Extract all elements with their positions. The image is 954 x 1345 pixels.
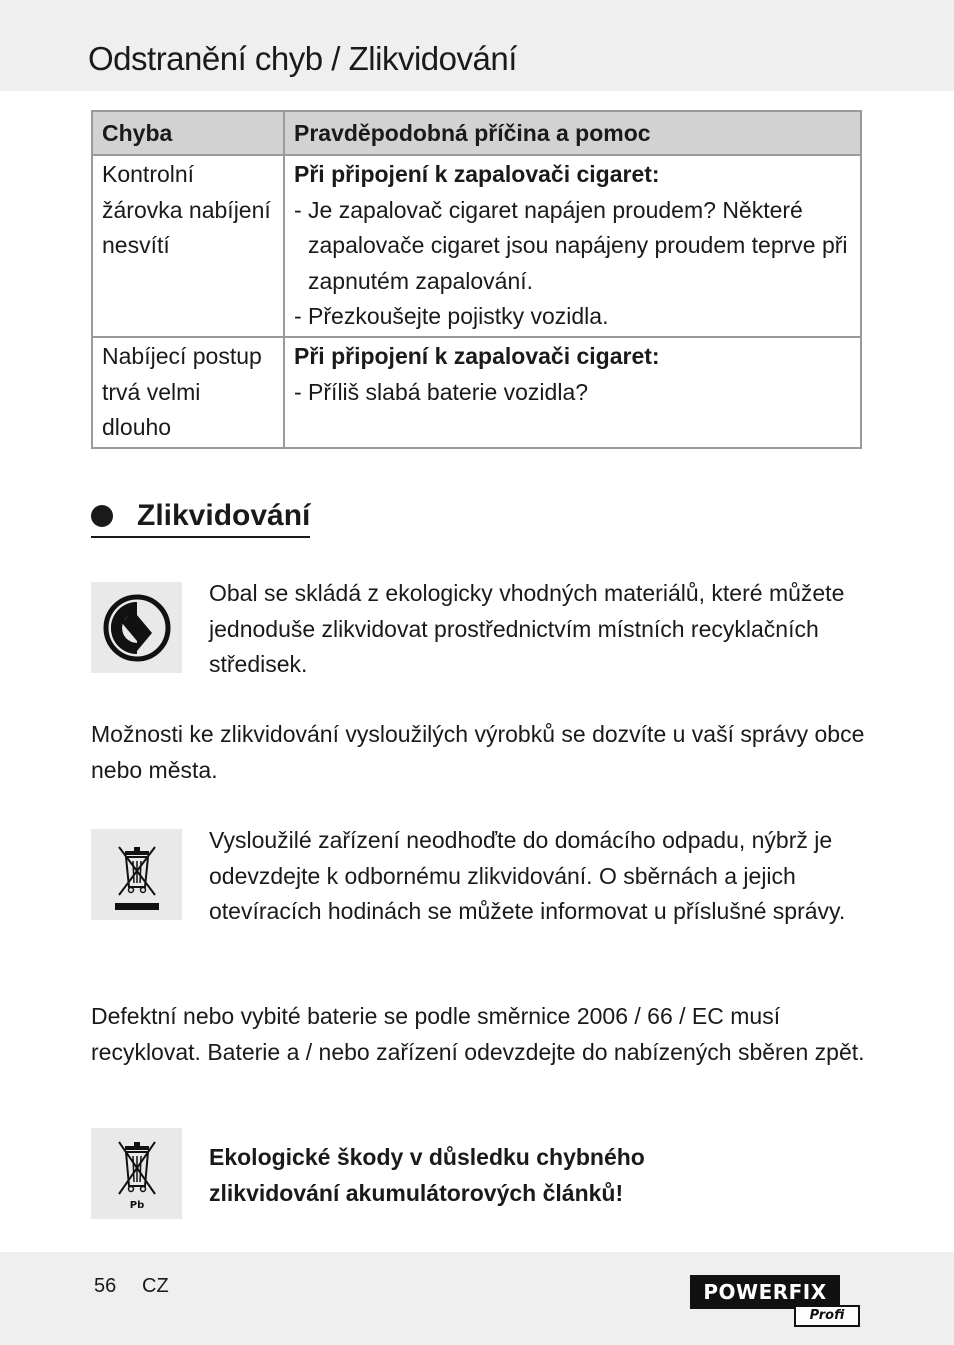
section-title-disposal [91, 499, 310, 538]
bullet-icon [91, 505, 113, 527]
section-title-text: Zlikvidování [137, 499, 311, 532]
logo-sub-text: Profi [794, 1305, 860, 1327]
powerfix-logo [690, 1275, 862, 1327]
table-row [92, 337, 861, 448]
table-row [92, 155, 861, 337]
cause-heading: Při připojení k zapalovači cigaret: [294, 161, 660, 187]
green-dot-recycling-icon [91, 582, 182, 673]
warning-text: Ekologické škody v důsledku chybného zlikvidování akumulátorových článků! [209, 1144, 645, 1206]
packaging-text: Obal se skládá z ekologicky vhodných materiálů, které můžete jednoduše zlikvidovat prostřednictvím místních recyklačních středisek. [209, 580, 845, 677]
cause-line: - Je zapalovač cigaret napájen proudem? Některé zapalovače cigaret jsou napájeny proudem teprve při zapnutém zapalování. [294, 196, 848, 294]
logo-main-text: POWERFIX [690, 1275, 840, 1309]
crossed-bin-weee-icon [91, 829, 182, 920]
cause-heading: Při připojení k zapalovači cigaret: [294, 343, 660, 369]
cause-cell [284, 155, 861, 337]
cause-line: - Přezkoušejte pojistky vozidla. [294, 303, 609, 329]
crossed-bin-pb-battery-icon [91, 1128, 182, 1219]
cause-cell [284, 337, 861, 448]
page-number: 56 [94, 1275, 117, 1297]
municipality-text: Možnosti ke zlikvidování vysloužilých výrobků se dozvíte u vaší správy obce nebo města. [91, 721, 865, 783]
fault-cell: Nabíjecí postup trvá velmi dlouho [92, 337, 284, 448]
weee-text: Vysloužilé zařízení neodhoďte do domácího odpadu, nýbrž je odevzdejte k odbornému zlikvidování. O sběrnách a jejich otevíracích hodinách se můžete informovat u příslušné správy. [209, 827, 846, 924]
fault-cell: Kontrolní žárovka nabíjení nesvítí [92, 155, 284, 337]
pb-label: Pb [129, 1199, 144, 1211]
language-code: CZ [142, 1275, 169, 1297]
column-header-fault: Chyba [92, 111, 284, 155]
cause-line: - Příliš slabá baterie vozidla? [294, 378, 589, 405]
troubleshooting-table [91, 110, 862, 449]
page-title: Odstranění chyb / Zlikvidování [88, 40, 517, 77]
battery-text: Defektní nebo vybité baterie se podle směrnice 2006 / 66 / EC musí recyklovat. Baterie a / nebo zařízení odevzdejte do nabízených sběren zpět. [91, 1003, 865, 1065]
column-header-cause: Pravděpodobná příčina a pomoc [284, 111, 861, 155]
table-header-row [92, 111, 861, 155]
